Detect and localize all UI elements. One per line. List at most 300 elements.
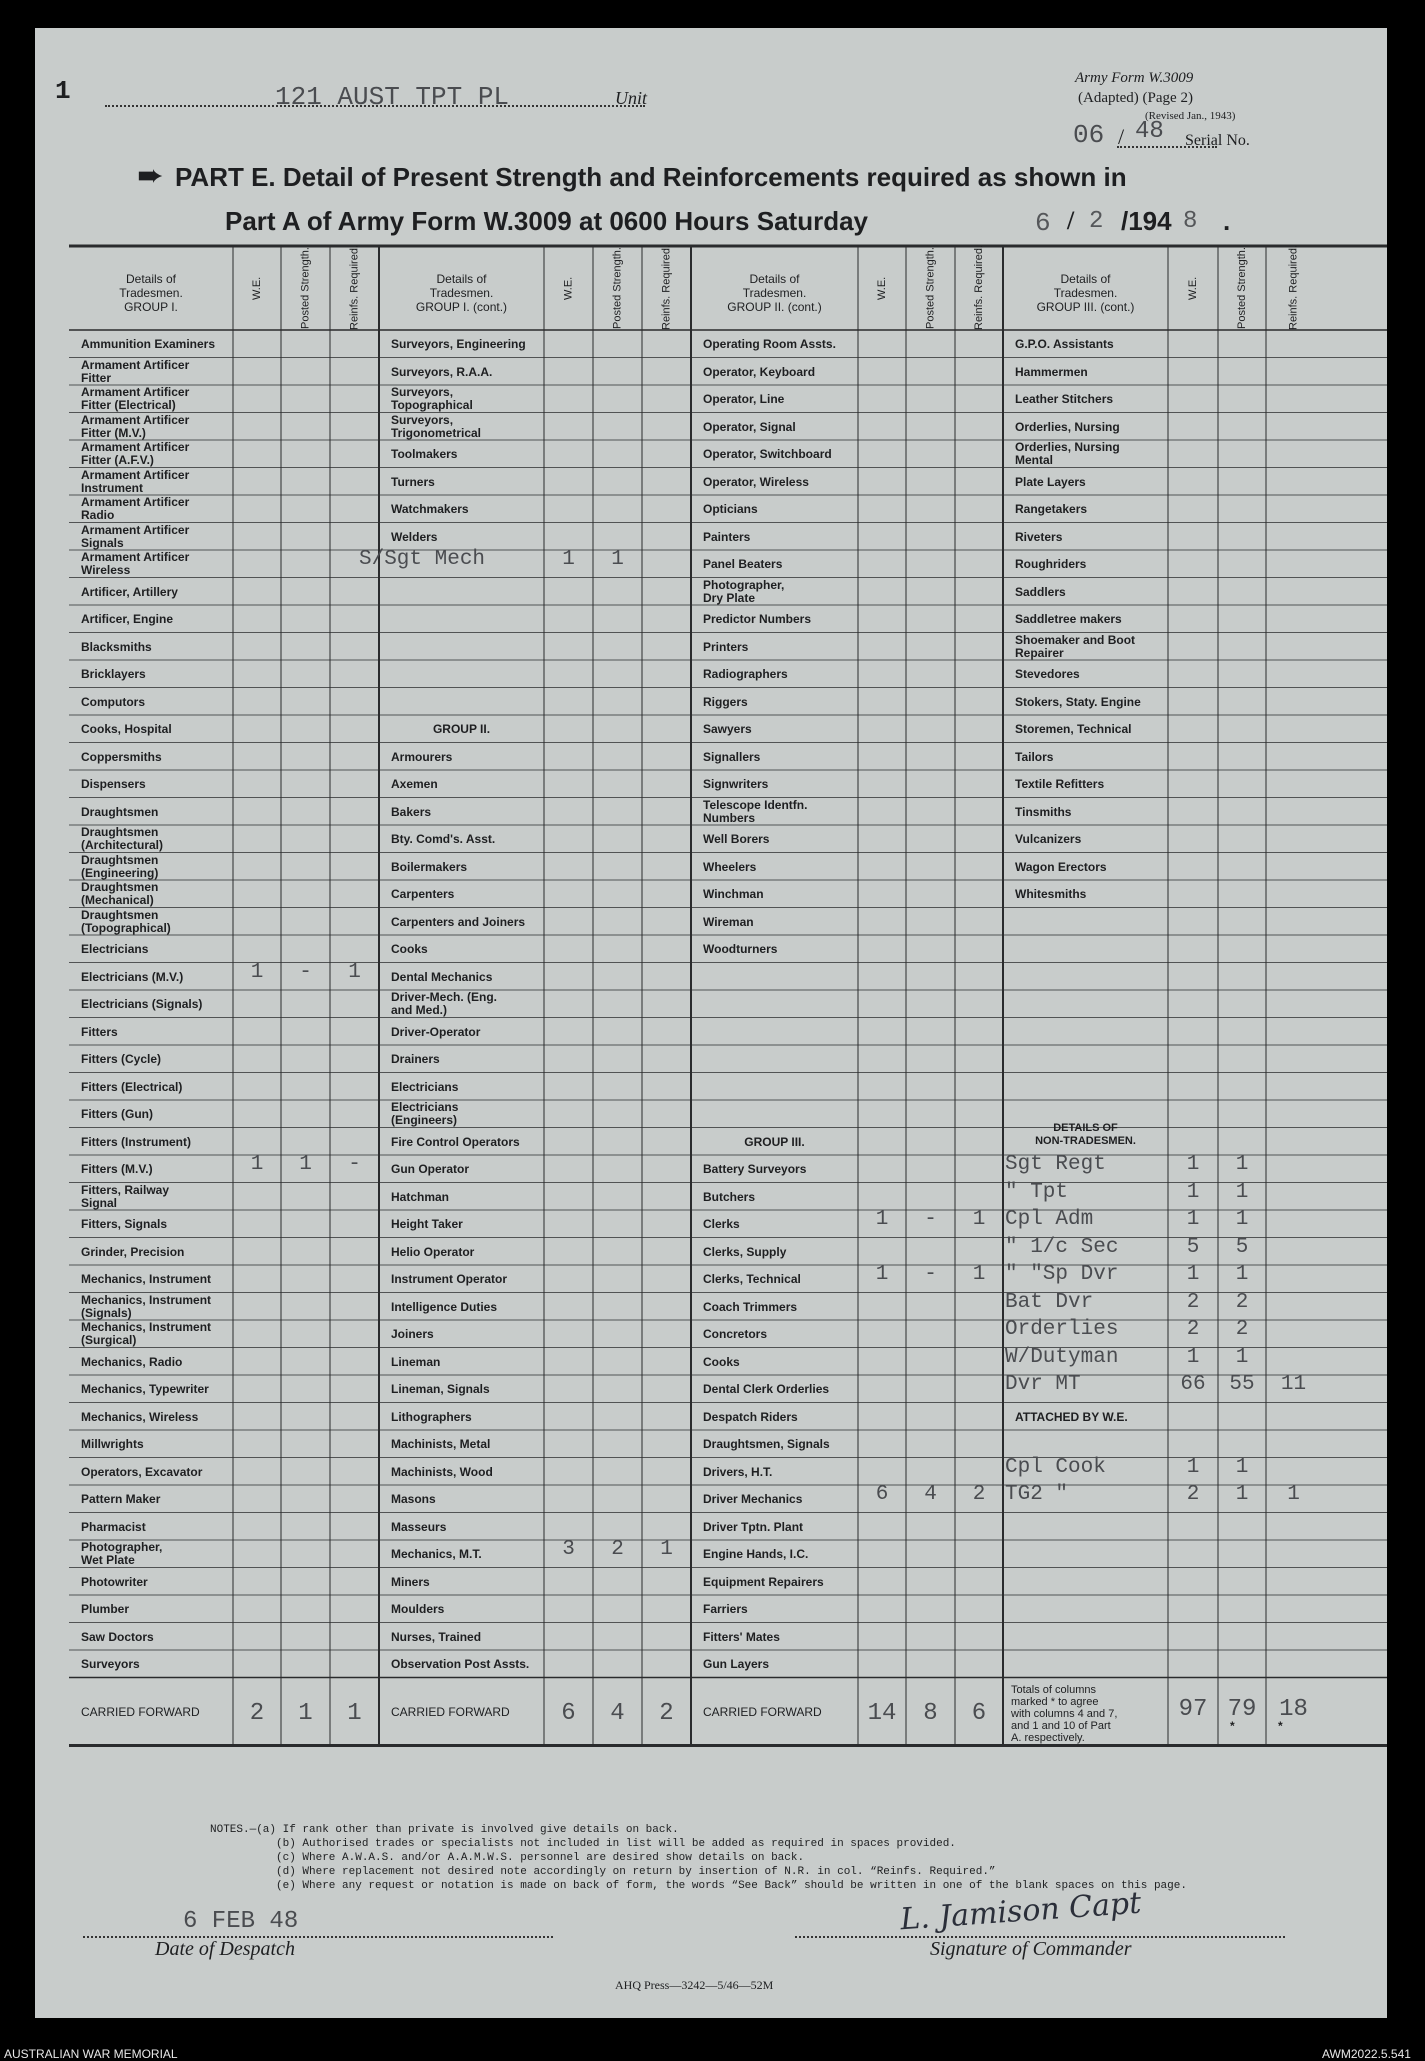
typed-entry-we: 1 <box>1186 1153 1200 1176</box>
title-line1: PART E. Detail of Present Strength and Reinforcements required as shown in <box>175 162 1127 192</box>
trade-label <box>391 366 492 379</box>
trade-label-line: Vulcanizers <box>1015 832 1082 846</box>
trade-label-line: Dental Clerk Orderlies <box>703 1382 830 1396</box>
trade-label <box>703 531 750 544</box>
trade-label-line: Operating Room Assts. <box>703 337 836 351</box>
trade-label-line: Surveyors, R.A.A. <box>391 364 493 379</box>
header-line: Tradesmen. <box>429 286 494 300</box>
caption-left: AUSTRALIAN WAR MEMORIAL <box>4 2047 178 2061</box>
trade-label <box>391 1163 469 1176</box>
trade-label <box>391 1101 458 1127</box>
trade-label-line: Welders <box>391 529 438 544</box>
trade-label <box>81 524 189 550</box>
typed-entry-we: 1 <box>875 1208 889 1231</box>
trade-label <box>81 496 189 522</box>
trade-label <box>81 943 148 956</box>
typed-entry-we: 1 <box>875 1263 889 1286</box>
trade-label <box>391 531 437 544</box>
non-tradesmen-line: NON-TRADESMEN. <box>1035 1134 1136 1147</box>
header-line: GROUP I. <box>124 300 178 314</box>
trade-label-line: Clerks <box>703 1217 740 1231</box>
trade-label-line: Wheelers <box>703 859 757 874</box>
form-revised: (Revised Jan., 1943) <box>1145 110 1236 122</box>
trade-label-line: Shoemaker and Boot <box>1015 632 1136 647</box>
trade-label <box>703 421 796 434</box>
header-line: GROUP II. (cont.) <box>727 300 822 314</box>
trade-label-line: Moulders <box>391 1602 445 1616</box>
typed-entry-posted: 5 <box>1235 1235 1249 1259</box>
trade-label <box>81 1411 198 1424</box>
typed-entry-we: 1 <box>1186 1208 1200 1231</box>
trade-label <box>1015 778 1104 791</box>
trade-label-line: Signal <box>81 1195 118 1210</box>
trade-label-line: (Topographical) <box>81 920 171 935</box>
trade-label <box>391 1411 472 1424</box>
trade-label <box>391 806 431 819</box>
typed-entry-we: 1 <box>1186 1455 1200 1479</box>
trade-label-line: Mechanics, Typewriter <box>81 1382 209 1396</box>
trade-label-line: Operator, Switchboard <box>703 447 832 461</box>
serial-label: Serial No. <box>1185 132 1250 149</box>
trade-label <box>391 1576 430 1589</box>
trade-label-line: Orderlies, Nursing <box>1015 419 1120 434</box>
trade-label-line: Signwriters <box>703 777 769 791</box>
trade-label-line: Operator, Keyboard <box>703 364 816 379</box>
trade-label <box>81 751 162 764</box>
trade-label-line: Winchman <box>703 887 764 901</box>
column-header-we: W.E. <box>562 276 575 300</box>
trade-label-line: Pattern Maker <box>81 1492 161 1506</box>
trade-label-line: Fitters' Mates <box>703 1629 780 1644</box>
trade-label <box>391 1191 449 1204</box>
trade-label <box>81 1321 211 1347</box>
trade-label-line: Sawyers <box>703 722 752 736</box>
typed-entry-posted: 1 <box>1235 1263 1249 1286</box>
column-header-reinfs: Reinfs. Required. <box>973 245 985 331</box>
header-line: GROUP III. (cont.) <box>1036 300 1135 314</box>
trade-label <box>81 1163 153 1176</box>
trade-label-line: Tailors <box>1015 749 1054 764</box>
trade-label <box>703 1163 806 1176</box>
trade-label <box>703 833 769 846</box>
typed-entry-we: 5 <box>1186 1235 1200 1259</box>
trade-label-line: Armament Artificer <box>81 440 190 454</box>
trade-label <box>81 696 145 709</box>
header-line: Tradesmen. <box>742 286 807 300</box>
trade-label <box>703 1246 786 1259</box>
typed-entry-name: Cpl Adm <box>1005 1208 1094 1231</box>
trade-label <box>703 1576 824 1589</box>
unit-value: 121 AUST TPT PL <box>275 82 510 112</box>
trade-label <box>703 1383 829 1396</box>
trade-label-line: Lineman <box>391 1354 441 1369</box>
serial-value-b: 48 <box>1135 118 1164 145</box>
trade-label <box>1015 696 1141 709</box>
total-posted: 4 <box>610 1699 625 1727</box>
trade-label-line: Machinists, Wood <box>391 1464 493 1479</box>
trade-label-line: Wireless <box>81 563 131 577</box>
trade-label-line: Axemen <box>391 777 438 791</box>
trade-label-line: Mechanics, Instrument <box>81 1272 212 1286</box>
trade-label <box>703 1493 802 1506</box>
typed-entry-name: TG2 " <box>1005 1483 1069 1506</box>
typed-entry-we: 1 <box>250 960 264 984</box>
trade-label <box>703 1603 748 1616</box>
trade-label-line: Electricians <box>81 942 149 956</box>
column-header-tradesmen <box>379 272 544 314</box>
non-tradesmen-label <box>1003 1122 1168 1148</box>
header-line: Tradesmen. <box>119 286 183 300</box>
column-header-posted: Posted Strength. <box>611 247 624 329</box>
trade-label-line: and Med.) <box>391 1003 447 1017</box>
typed-entry-reinfs: 1 <box>1287 1483 1300 1506</box>
unit-label: Unit <box>615 88 648 108</box>
trade-label-line: Operator, Signal <box>703 419 796 434</box>
trade-label-line: Gun Layers <box>703 1657 770 1671</box>
trade-label-line: Orderlies, Nursing <box>1015 440 1120 454</box>
trade-label-line: Armament Artificer <box>81 467 190 482</box>
trade-label-line: Textile Refitters <box>1015 777 1105 791</box>
trade-label <box>81 1081 182 1094</box>
typed-entry-reinfs: 1 <box>660 1538 673 1561</box>
trade-label <box>391 1466 493 1479</box>
trade-label <box>391 778 438 791</box>
trade-label-line: Height Taker <box>391 1217 463 1231</box>
trade-label-line: Driver Mechanics <box>703 1492 803 1506</box>
typed-entry-name: S/Sgt Mech <box>359 548 486 571</box>
trade-label <box>703 861 756 874</box>
typed-entry-posted: - <box>299 960 312 984</box>
date-sep1: / <box>1067 206 1075 235</box>
totals-note-line: with columns 4 and 7, <box>1011 1707 1118 1720</box>
typed-entry-we: 2 <box>1186 1290 1200 1314</box>
trade-label-line: (Engineering) <box>81 865 159 880</box>
typed-entry-we: 1 <box>1186 1263 1200 1286</box>
trade-label <box>1015 861 1107 874</box>
trade-label-line: Drivers, H.T. <box>703 1464 773 1479</box>
trade-label <box>1015 503 1087 516</box>
signature-label: Signature of Commander <box>930 1938 1132 1960</box>
trade-label-line: Pharmacist <box>81 1519 146 1534</box>
trade-label <box>703 778 768 791</box>
grand-total-reinfs: 18 <box>1279 1695 1308 1723</box>
trade-label <box>703 1466 772 1479</box>
trade-label-line: Coppersmiths <box>81 749 162 764</box>
trade-label <box>391 503 469 516</box>
grand-total-we: 97 <box>1178 1695 1208 1723</box>
trade-label-line: Numbers <box>703 810 756 825</box>
trade-label-line: Fitters (Electrical) <box>81 1079 183 1094</box>
trade-label-line: (Engineers) <box>391 1113 458 1127</box>
typed-entry-name: Sgt Regt <box>1005 1153 1106 1176</box>
trade-label-line: Computors <box>81 694 145 709</box>
trade-label-line: Operators, Excavator <box>81 1464 203 1479</box>
despatch-dotted-line <box>83 1936 553 1938</box>
trade-label-line: Butchers <box>703 1189 756 1204</box>
trade-label-line: Signallers <box>703 749 761 764</box>
despatch-date: 6 FEB 48 <box>183 1908 299 1935</box>
trade-label-line: Draughtsmen <box>81 804 159 819</box>
totals-note-line: marked * to agree <box>1011 1695 1099 1708</box>
trade-label <box>391 1246 474 1259</box>
typed-entry-reinfs: 1 <box>972 1208 986 1231</box>
trade-label-line: Gun Operator <box>391 1162 470 1176</box>
carried-forward-label: CARRIED FORWARD <box>703 1704 822 1719</box>
trade-label-line: Stokers, Staty. Engine <box>1015 694 1141 709</box>
trade-label-line: Riggers <box>703 694 748 709</box>
group3-label: GROUP III. <box>744 1134 805 1149</box>
trade-label <box>703 723 752 736</box>
trade-label-line: Repairer <box>1015 645 1064 660</box>
typed-entry-name: Orderlies <box>1005 1318 1119 1341</box>
trade-label-line: Dental Mechanics <box>391 969 493 984</box>
trade-label-line: Well Borers <box>703 832 770 846</box>
trade-label-line: Lithographers <box>391 1409 472 1424</box>
trade-label <box>1015 531 1062 544</box>
trade-label <box>703 696 748 709</box>
typed-entry-we: 1 <box>1186 1345 1200 1369</box>
trade-label-line: Draughtsmen <box>81 880 159 894</box>
header-line: GROUP I. (cont.) <box>415 300 508 314</box>
trade-label-line: Nurses, Trained <box>391 1629 482 1644</box>
trade-label-line: Mechanics, Radio <box>81 1354 183 1369</box>
note-c: (c) Where A.W.A.S. and/or A.A.M.W.S. personnel are desired show details on back. <box>276 1852 805 1864</box>
trade-label <box>703 888 764 901</box>
trade-label-line: Machinists, Metal <box>391 1437 491 1451</box>
column-header-we: W.E. <box>251 276 263 300</box>
trade-label <box>81 1184 169 1210</box>
attached-label: ATTACHED BY W.E. <box>1015 1409 1128 1424</box>
trade-label <box>703 751 760 764</box>
trade-label <box>391 916 525 929</box>
trade-label-line: Armament Artificer <box>81 385 190 399</box>
trade-label <box>703 641 748 654</box>
typed-entry-posted: 2 <box>611 1538 624 1561</box>
trade-label-line: Draughtsmen <box>81 825 159 839</box>
trade-label-line: Leather Stitchers <box>1015 392 1114 406</box>
trade-label <box>1015 441 1120 467</box>
date-day: 6 <box>1035 208 1051 238</box>
trade-label <box>703 943 777 956</box>
trade-label-line: Bakers <box>391 804 432 819</box>
pencil-mark-icon: ➨ <box>137 157 164 193</box>
trade-label <box>81 1136 191 1149</box>
note-d: (d) Where replacement not desired note accordingly on return by insertion of N.R. in col. “Reinfs. Required.” <box>276 1866 996 1878</box>
trade-label <box>391 1273 507 1286</box>
column-header-posted: Posted Strength. <box>299 247 312 329</box>
trade-label <box>703 1521 803 1534</box>
trade-label-line: Miners <box>391 1574 430 1589</box>
trade-label <box>391 1356 440 1369</box>
trade-label-line: Surveyors, <box>391 385 454 399</box>
trade-label <box>391 943 428 956</box>
caption-right: AWM2022.5.541 <box>1322 2047 1411 2061</box>
trade-label <box>81 1541 162 1567</box>
typed-entry-we: 1 <box>562 548 575 571</box>
trade-label <box>391 1136 520 1149</box>
trade-label-line: Driver-Mech. (Eng. <box>391 990 498 1004</box>
trade-label-line: Grinder, Precision <box>81 1244 185 1259</box>
trade-label-line: Armament Artificer <box>81 357 190 372</box>
total-we: 6 <box>561 1699 576 1727</box>
trade-label <box>81 881 158 907</box>
typed-entry-posted: 4 <box>924 1483 937 1506</box>
totals-note-line: Totals of columns <box>1011 1683 1096 1696</box>
trade-label-line: Armament Artificer <box>81 412 190 427</box>
serial-value-a: 06 <box>1073 120 1105 150</box>
trade-label-line: Ammunition Examiners <box>81 337 216 351</box>
trade-label-line: Bricklayers <box>81 667 146 681</box>
trade-label-line: Saddlers <box>1015 584 1066 599</box>
trade-label-line: Armament Artificer <box>81 495 190 509</box>
trade-label <box>703 503 758 516</box>
typed-entry-we: 66 <box>1180 1373 1206 1396</box>
trade-label <box>81 1246 184 1259</box>
trade-label <box>81 1438 144 1451</box>
trade-label <box>703 338 836 351</box>
trade-label-line: Equipment Repairers <box>703 1574 824 1589</box>
trade-label-line: Cooks, Hospital <box>81 722 172 736</box>
trade-label <box>391 1438 490 1451</box>
trade-label <box>81 551 189 577</box>
trade-label-line: Storemen, Technical <box>1015 722 1132 736</box>
trade-label <box>703 1411 798 1424</box>
trade-label <box>1015 833 1081 846</box>
header-line: Details of <box>436 272 487 286</box>
trade-label <box>81 359 189 385</box>
trade-label-line: Clerks, Technical <box>703 1272 801 1286</box>
trade-label-line: Fitters (Gun) <box>81 1107 153 1121</box>
trade-label <box>703 1631 780 1644</box>
trade-label <box>81 806 158 819</box>
trade-label <box>81 1493 160 1506</box>
trade-label <box>1015 613 1122 626</box>
typed-entry-posted: - <box>924 1208 937 1231</box>
header-line: Tradesmen. <box>1053 286 1118 300</box>
trade-label <box>1015 366 1088 379</box>
trade-label-line: Clerks, Supply <box>703 1244 787 1259</box>
typed-entry-posted: 2 <box>1235 1290 1249 1314</box>
trade-label <box>1015 338 1114 351</box>
trade-label <box>81 414 189 440</box>
trade-label-line: Cooks <box>391 942 428 956</box>
trade-label <box>703 916 754 929</box>
trade-label-line: Dry Plate <box>703 590 756 605</box>
trade-label-line: Dispensers <box>81 777 146 791</box>
typed-entry-posted: 1 <box>299 1153 312 1176</box>
trade-label-line: Fitters (Cycle) <box>81 1052 162 1066</box>
header-line: Details of <box>125 272 177 286</box>
column-header-posted: Posted Strength. <box>1236 247 1248 329</box>
trade-label-line: G.P.O. Assistants <box>1015 337 1114 351</box>
typed-entry-posted: 1 <box>611 548 624 571</box>
totals-note <box>1011 1684 1117 1744</box>
trade-label-line: Wireman <box>703 914 754 929</box>
trade-label <box>81 723 172 736</box>
typed-entry-posted: 1 <box>1235 1208 1249 1231</box>
form-adapted: (Adapted) (Page 2) <box>1078 90 1193 106</box>
trade-label-line: Plumber <box>81 1602 130 1616</box>
trade-label <box>391 414 481 440</box>
trade-label-line: Watchmakers <box>391 502 469 516</box>
column-header-tradesmen <box>1003 272 1168 314</box>
grand-total-posted: 79 <box>1227 1695 1257 1723</box>
trade-label <box>81 1026 118 1039</box>
trade-label <box>1015 751 1053 764</box>
trade-label <box>391 448 457 461</box>
typed-entry-we: 2 <box>1186 1318 1200 1341</box>
trade-label <box>703 366 815 379</box>
trade-label-line: Electricians <box>391 1079 459 1094</box>
trade-label-line: Rangetakers <box>1015 502 1088 516</box>
trade-label <box>81 826 163 852</box>
typed-entry-posted: 1 <box>1235 1345 1249 1369</box>
trade-label <box>391 1383 490 1396</box>
trade-label-line: Draughtsmen, Signals <box>703 1437 830 1451</box>
typed-entry-posted: 2 <box>1235 1318 1249 1341</box>
trade-label <box>703 476 809 489</box>
typed-entry-reinfs: 1 <box>348 960 361 984</box>
trade-label <box>391 1658 529 1671</box>
typed-entry-we: 3 <box>562 1538 575 1561</box>
column-header-posted: Posted Strength. <box>924 247 937 329</box>
typed-entry-reinfs: 11 <box>1280 1373 1307 1396</box>
trade-label <box>391 833 495 846</box>
typed-entry-posted: 55 <box>1229 1373 1255 1396</box>
trade-label <box>703 1356 740 1369</box>
trade-label-line: Radiographers <box>703 667 788 681</box>
trade-label-line: Panel Beaters <box>703 557 783 571</box>
trade-label-line: Woodturners <box>703 942 778 956</box>
trade-label-line: Mechanics, M.T. <box>391 1547 482 1561</box>
trade-label <box>391 1603 444 1616</box>
typed-entry-name: " Tpt <box>1005 1180 1069 1204</box>
trade-label <box>81 1053 161 1066</box>
trade-label <box>391 1493 436 1506</box>
note-b: (b) Authorised trades or specialists not included in list will be added as required in spaces provided. <box>276 1838 956 1850</box>
totals-note-line: A. respectively. <box>1011 1731 1085 1744</box>
trade-label <box>703 1438 830 1451</box>
trade-label-line: Artificer, Engine <box>81 612 174 626</box>
trade-label-line: Signals <box>81 535 124 550</box>
press-line: AHQ Press—3242—5/46—52M <box>615 1978 774 1992</box>
trade-label-line: Radio <box>81 508 115 522</box>
total-reinfs: 1 <box>347 1699 362 1727</box>
trade-label-line: Fire Control Operators <box>391 1134 520 1149</box>
trade-label <box>81 1466 202 1479</box>
trade-label <box>1015 421 1120 434</box>
trade-label <box>391 1631 481 1644</box>
carried-forward-label: CARRIED FORWARD <box>391 1704 510 1719</box>
trade-label-line: Operator, Line <box>703 392 785 406</box>
totals-note-line: and 1 and 10 of Part <box>1011 1719 1111 1732</box>
trade-label-line: Blacksmiths <box>81 639 152 654</box>
trade-label-line: Electricians <box>391 1100 459 1114</box>
trade-label-line: Mechanics, Instrument <box>81 1320 212 1334</box>
trade-label <box>703 799 807 825</box>
column-header-reinfs: Reinfs. Required. <box>348 245 361 331</box>
trade-label <box>391 1521 446 1534</box>
typed-entry-reinfs: 1 <box>972 1263 986 1286</box>
serial-slash: / <box>1118 124 1125 149</box>
trade-label <box>703 558 782 571</box>
trade-label-line: Turners <box>391 474 435 489</box>
total-reinfs: 6 <box>971 1699 987 1727</box>
trade-label <box>391 971 492 984</box>
typed-entry-name: " 1/c Sec <box>1005 1235 1119 1259</box>
trade-label <box>391 1328 434 1341</box>
trade-label <box>81 1521 146 1534</box>
